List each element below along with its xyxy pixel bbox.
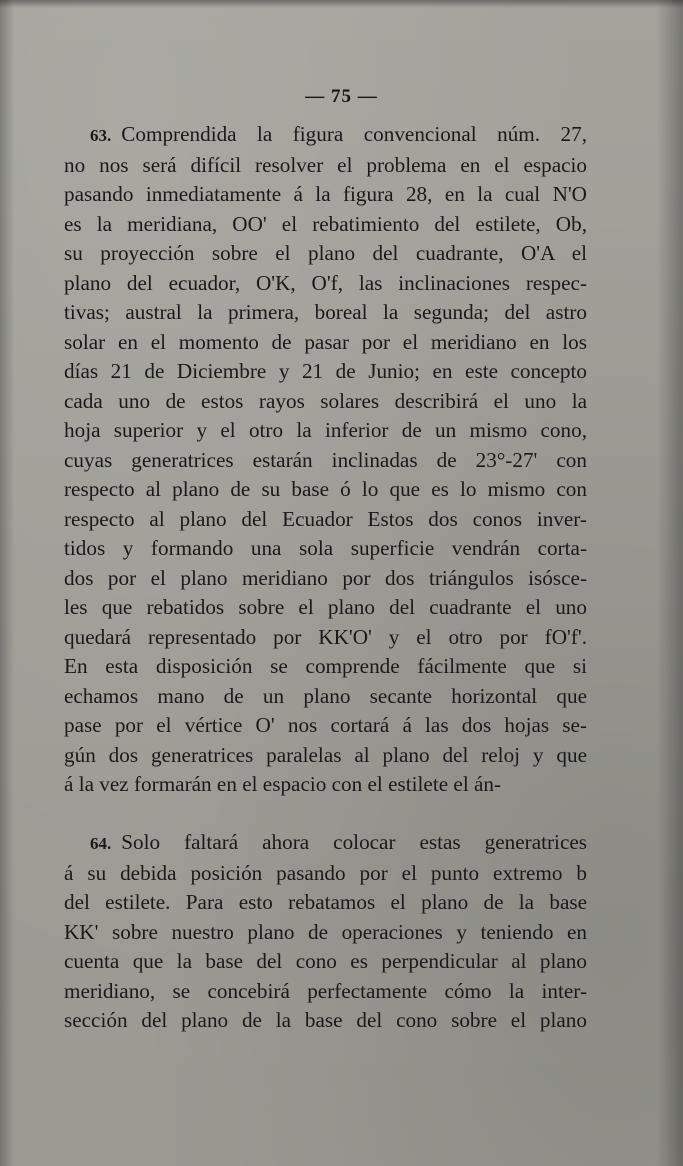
paragraph-first-line-text: Comprendida la figura convencional núm. 27, [121,122,587,146]
text-line: hoja superior y el otro la inferior de un mismo cono, [64,418,587,442]
text-line: del estilete. Para esto rebatamos el plano de la base [64,890,587,914]
text-line: tidos y formando una sola superficie vendrán corta- [64,536,587,560]
text-line: respecto al plano de su base ó lo que es lo mismo con [64,477,587,501]
text-line: solar en el momento de pasar por el meridiano en los [64,329,587,354]
text-line: respecto al plano del Ecuador Estos dos conos inver- [64,506,587,531]
page-right-shadow [657,0,683,1166]
text-line: pasando inmediatamente á la figura 28, en la cual N'O [64,182,587,206]
page-left-shadow [0,0,14,1166]
text-line: dos por el plano meridiano por dos triángulos isósce- [64,565,587,590]
paragraph-first-line-text: Solo faltará ahora colocar estas generatrices [121,830,587,854]
paragraph-number: 63. [90,126,112,145]
page-top-shadow [0,0,683,8]
paragraph-first-line [64,828,587,859]
paragraph-first-line [64,120,587,151]
text-line: meridiano, se concebirá perfectamente cómo la inter- [64,978,587,1003]
text-line: les que rebatidos sobre el plano del cuadrante el uno [64,595,587,619]
paragraph-number: 64. [90,834,112,853]
paragraph-64 [64,828,587,1036]
page-number: — 75 — [305,86,378,107]
text-line: plano del ecuador, O'K, O'f, las inclinaciones respec- [64,270,587,295]
text-line: echamos mano de un plano secante horizontal que [64,683,587,708]
text-line: cada uno de estos rayos solares describirá el uno la [64,388,587,413]
text-line: En esta disposición se comprende fácilmente que si [64,654,587,678]
text-line: es la meridiana, OO' el rebatimiento del estilete, Ob, [64,211,587,236]
text-line: gún dos generatrices paralelas al plano del reloj y que [64,742,587,767]
text-line: pase por el vértice O' nos cortará á las dos hojas se- [64,713,587,737]
text-line: su proyección sobre el plano del cuadrante, O'A el [64,241,587,265]
text-line: no nos será difícil resolver el problema en el espacio [64,152,587,177]
text-line: cuenta que la base del cono es perpendicular al plano [64,949,587,973]
text-line: á la vez formarán en el espacio con el estilete el án- [64,772,502,796]
text-line: cuyas generatrices estarán inclinadas de 23°-27' con [64,447,587,472]
paragraph-63 [64,120,587,800]
text-line: tivas; austral la primera, boreal la segunda; del astro [64,300,587,324]
text-line: sección del plano de la base del cono sobre el plano [64,1008,587,1032]
text-line: días 21 de Diciembre y 21 de Junio; en este concepto [64,359,587,383]
text-line: KK' sobre nuestro plano de operaciones y teniendo en [64,919,587,944]
text-line: quedará representado por KK'O' y el otro por fO'f'. [64,624,587,649]
text-line: á su debida posición pasando por el punto extremo b [64,860,587,885]
